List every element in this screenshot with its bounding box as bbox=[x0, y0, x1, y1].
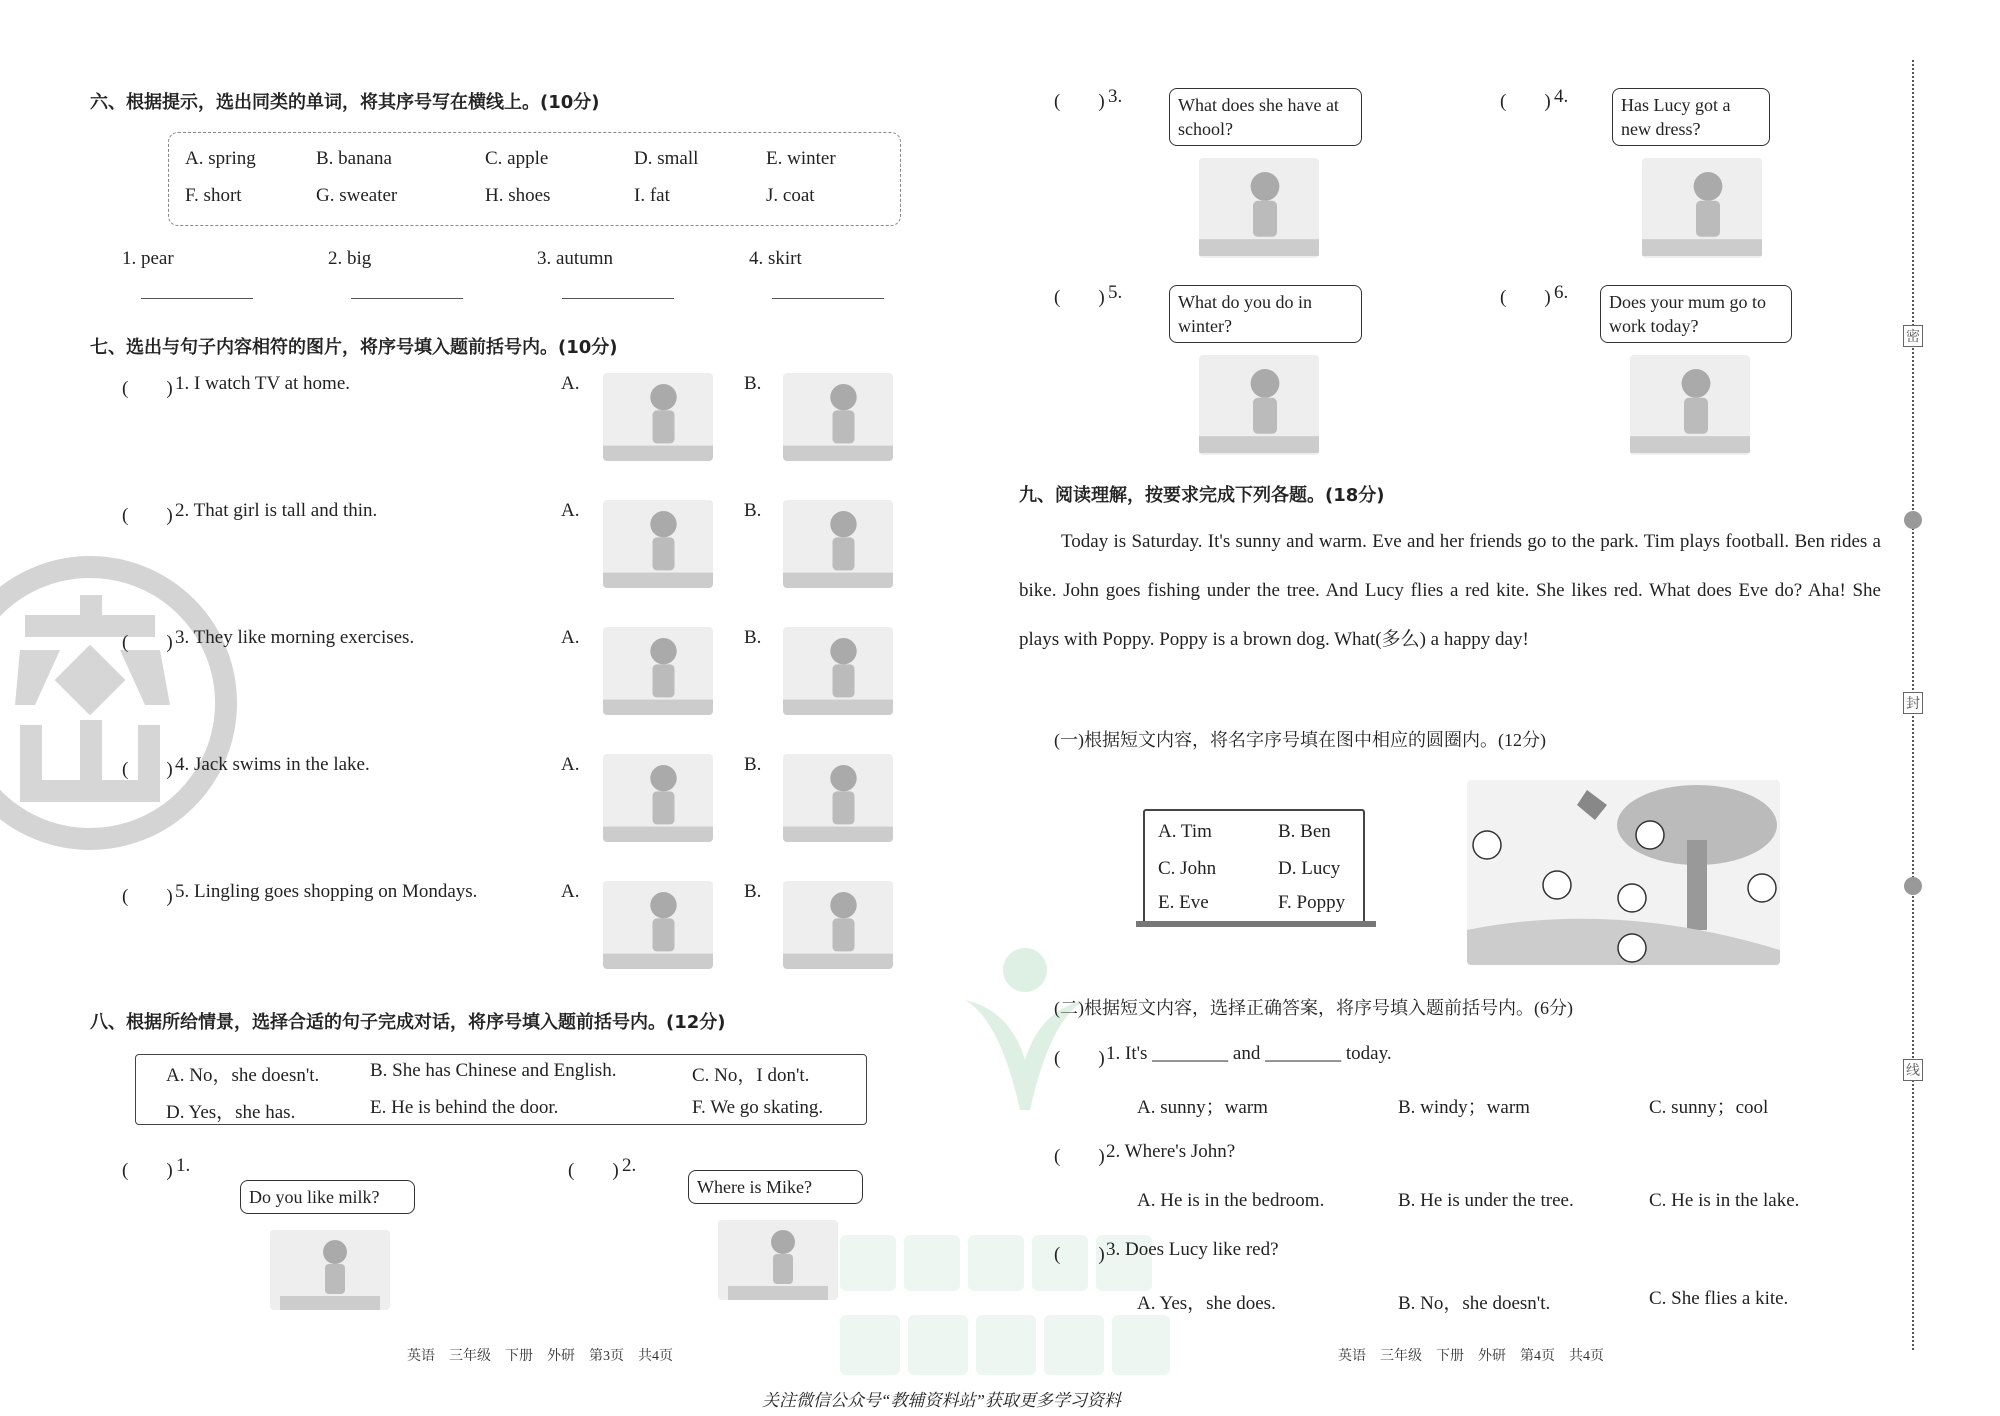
question-number: 2. bbox=[622, 1155, 637, 1176]
speech-bubble: Does your mum go to work today? bbox=[1600, 285, 1792, 343]
question-number: 6. bbox=[1554, 282, 1569, 303]
option-a-image bbox=[603, 754, 713, 842]
option-b-image bbox=[783, 373, 893, 461]
answer-line[interactable] bbox=[351, 298, 463, 299]
word-prompt: 3. autumn bbox=[537, 248, 613, 269]
option-a-label: A. bbox=[561, 373, 580, 394]
option: A. spring bbox=[185, 148, 256, 169]
option-b-image bbox=[783, 881, 893, 969]
sentence: 3. They like morning exercises. bbox=[175, 627, 415, 648]
question: 2. Where's John? bbox=[1106, 1141, 1236, 1162]
scene-image bbox=[1642, 158, 1762, 258]
speech-bubble: Has Lucy got a new dress? bbox=[1612, 88, 1770, 146]
footer-page-3: 英语 三年级 下册 外研 第3页 共4页 bbox=[407, 1349, 673, 1364]
answer-option: B. No，she doesn't. bbox=[1398, 1293, 1551, 1314]
reading-passage: Today is Saturday. It's sunny and warm. Eve and her friends go to the park. Tim plays football. Ben rides a bike. John goes fishing under the tree. And Lucy flies a red kite. She likes red. What does Eve do? Aha! She plays with Poppy. Poppy is a brown dog. What(多么) a happy day! bbox=[1019, 531, 1881, 650]
option-b-label: B. bbox=[744, 627, 762, 648]
answer-line[interactable] bbox=[562, 298, 674, 299]
sentence: 1. I watch TV at home. bbox=[175, 373, 351, 394]
scene-image bbox=[1630, 355, 1750, 455]
option-a-image bbox=[603, 627, 713, 715]
part-2-instruction: (二)根据短文内容，选择正确答案，将序号填入题前括号内。(6分) bbox=[1054, 998, 1573, 1018]
option: C. No，I don't. bbox=[692, 1065, 810, 1086]
answer-paren[interactable]: ( ) bbox=[122, 378, 173, 399]
answer-paren[interactable]: ( ) bbox=[122, 632, 173, 653]
name: D. Lucy bbox=[1278, 858, 1341, 879]
speech-bubble: Do you like milk? bbox=[240, 1180, 415, 1214]
option: A. No，she doesn't. bbox=[166, 1065, 320, 1086]
option: G. sweater bbox=[316, 185, 398, 206]
question-number: 3. bbox=[1108, 86, 1123, 107]
question-number: 1. bbox=[176, 1155, 191, 1176]
word-prompt: 4. skirt bbox=[749, 248, 802, 269]
name: C. John bbox=[1158, 858, 1217, 879]
option: D. small bbox=[634, 148, 699, 169]
option: F. We go skating. bbox=[692, 1097, 824, 1118]
word-prompt: 1. pear bbox=[122, 248, 174, 269]
option-b-label: B. bbox=[744, 500, 762, 521]
name: E. Eve bbox=[1158, 892, 1209, 913]
answer-paren[interactable]: ( ) bbox=[1054, 1048, 1105, 1069]
answer-option: A. He is in the bedroom. bbox=[1137, 1190, 1325, 1211]
answer-option: B. windy；warm bbox=[1398, 1097, 1530, 1118]
word-prompt: 2. big bbox=[328, 248, 372, 269]
option-a-image bbox=[603, 500, 713, 588]
answer-paren[interactable]: ( ) bbox=[122, 505, 173, 526]
sentence: 2. That girl is tall and thin. bbox=[175, 500, 378, 521]
answer-paren[interactable]: ( ) bbox=[122, 1160, 173, 1181]
scene-image bbox=[270, 1230, 390, 1310]
margin-circle-icon bbox=[1904, 511, 1922, 529]
scene-image bbox=[1199, 158, 1319, 258]
answer-option: C. She flies a kite. bbox=[1649, 1288, 1789, 1309]
option: B. banana bbox=[316, 148, 392, 169]
answer-option: C. He is in the lake. bbox=[1649, 1190, 1800, 1211]
speech-bubble: What do you do in winter? bbox=[1169, 285, 1362, 343]
answer-paren[interactable]: ( ) bbox=[122, 759, 173, 780]
answer-option: C. sunny；cool bbox=[1649, 1097, 1769, 1118]
question: 1. It's ________ and ________ today. bbox=[1106, 1043, 1392, 1064]
word-options-box bbox=[168, 132, 901, 226]
watermark-logo bbox=[960, 940, 1090, 1120]
option: J. coat bbox=[766, 185, 815, 206]
option-b-label: B. bbox=[744, 754, 762, 775]
bottom-promo-text: 关注微信公众号“教辅资料站”获取更多学习资料 bbox=[762, 1391, 1121, 1410]
option-b-image bbox=[783, 754, 893, 842]
option-a-image bbox=[603, 373, 713, 461]
margin-label: 封 bbox=[1903, 692, 1923, 714]
margin-label: 密 bbox=[1903, 325, 1923, 347]
seal-watermark bbox=[0, 555, 240, 851]
section-6-title: 六、根据提示，选出同类的单词，将其序号写在横线上。(10分) bbox=[90, 92, 600, 113]
answer-option: A. sunny；warm bbox=[1137, 1097, 1268, 1118]
name-board-stand bbox=[1136, 921, 1376, 927]
part-1-instruction: (一)根据短文内容，将名字序号填在图中相应的圆圈内。(12分) bbox=[1054, 730, 1546, 750]
option-b-image bbox=[783, 627, 893, 715]
option: E. He is behind the door. bbox=[370, 1097, 559, 1118]
answer-paren[interactable]: ( ) bbox=[568, 1160, 619, 1181]
option: D. Yes，she has. bbox=[166, 1102, 296, 1123]
option: E. winter bbox=[766, 148, 836, 169]
speech-bubble: Where is Mike? bbox=[688, 1170, 863, 1204]
margin-label: 线 bbox=[1903, 1059, 1923, 1081]
option-a-label: A. bbox=[561, 881, 580, 902]
answer-line[interactable] bbox=[141, 298, 253, 299]
answer-option: A. Yes，she does. bbox=[1137, 1293, 1276, 1314]
answer-paren[interactable]: ( ) bbox=[1054, 91, 1105, 112]
name: F. Poppy bbox=[1278, 892, 1346, 913]
option-a-label: A. bbox=[561, 500, 580, 521]
option-b-image bbox=[783, 500, 893, 588]
option-a-label: A. bbox=[561, 754, 580, 775]
speech-bubble: What does she have at school? bbox=[1169, 88, 1362, 146]
option-b-label: B. bbox=[744, 881, 762, 902]
answer-paren[interactable]: ( ) bbox=[1054, 1146, 1105, 1167]
answer-paren[interactable]: ( ) bbox=[1054, 287, 1105, 308]
answer-paren[interactable]: ( ) bbox=[122, 886, 173, 907]
question-number: 4. bbox=[1554, 86, 1569, 107]
park-scene-image bbox=[1467, 780, 1780, 965]
option: C. apple bbox=[485, 148, 549, 169]
question-number: 5. bbox=[1108, 282, 1123, 303]
option: H. shoes bbox=[485, 185, 551, 206]
answer-paren[interactable]: ( ) bbox=[1054, 1244, 1105, 1265]
section-7-title: 七、选出与句子内容相符的图片，将序号填入题前括号内。(10分) bbox=[90, 337, 618, 358]
section-8-title: 八、根据所给情景，选择合适的句子完成对话，将序号填入题前括号内。(12分) bbox=[90, 1012, 726, 1033]
scene-image bbox=[1199, 355, 1319, 455]
scene-image bbox=[718, 1220, 838, 1300]
answer-line[interactable] bbox=[772, 298, 884, 299]
option: F. short bbox=[185, 185, 242, 206]
sentence: 4. Jack swims in the lake. bbox=[175, 754, 370, 775]
sentence: 5. Lingling goes shopping on Mondays. bbox=[175, 881, 478, 902]
name: A. Tim bbox=[1158, 821, 1212, 842]
option-b-label: B. bbox=[744, 373, 762, 394]
answer-option: B. He is under the tree. bbox=[1398, 1190, 1574, 1211]
section-9-title: 九、阅读理解，按要求完成下列各题。(18分) bbox=[1019, 485, 1385, 506]
footer-page-4: 英语 三年级 下册 外研 第4页 共4页 bbox=[1338, 1349, 1604, 1364]
option: I. fat bbox=[634, 185, 670, 206]
option: B. She has Chinese and English. bbox=[370, 1060, 617, 1081]
answer-paren[interactable]: ( ) bbox=[1500, 287, 1551, 308]
answer-paren[interactable]: ( ) bbox=[1500, 91, 1551, 112]
option-a-label: A. bbox=[561, 627, 580, 648]
name: B. Ben bbox=[1278, 821, 1331, 842]
margin-circle-icon bbox=[1904, 877, 1922, 895]
question: 3. Does Lucy like red? bbox=[1106, 1239, 1279, 1260]
option-a-image bbox=[603, 881, 713, 969]
